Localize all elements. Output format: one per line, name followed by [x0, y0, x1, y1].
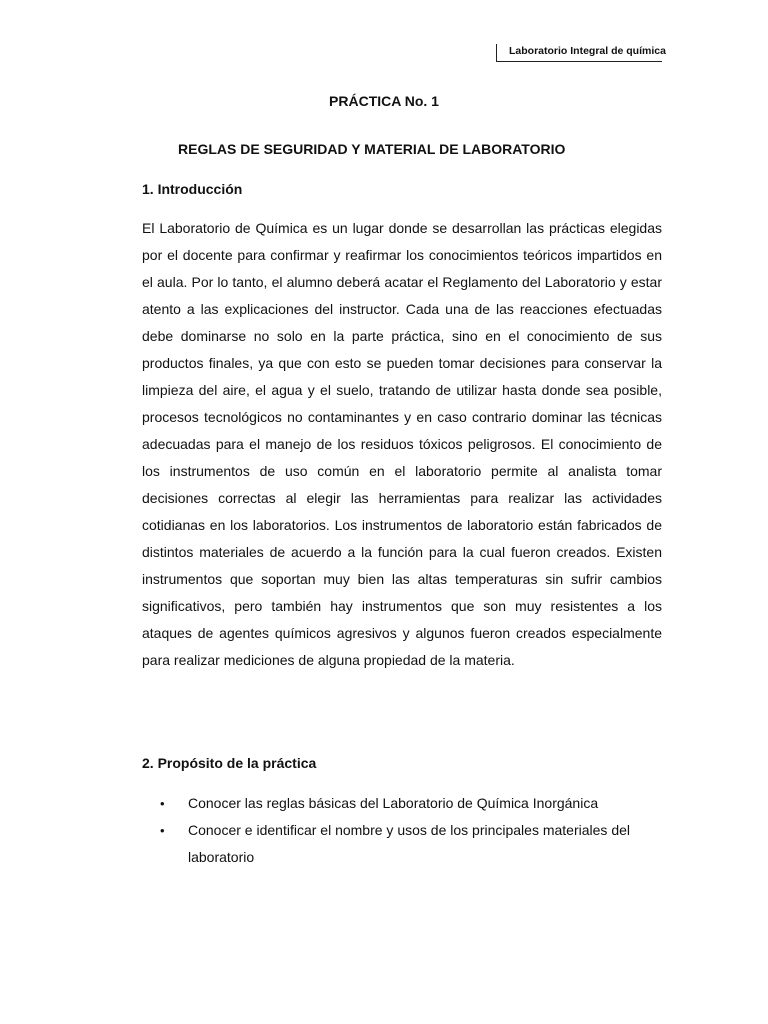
practice-number: PRÁCTICA No. 1 [329, 93, 439, 109]
document-title: REGLAS DE SEGURIDAD Y MATERIAL DE LABORATORIO [178, 141, 566, 157]
introduction-paragraph: El Laboratorio de Química es un lugar donde se desarrollan las prácticas elegidas por el docente para confirmar y reafirmar los conocimientos teóricos impartidos en el aula. Por lo tanto, el alumno deberá acatar el Reglamento del Laboratorio y estar atento a las explicaciones del instructor. Cada una de las reacciones efectuadas debe dominarse no solo en la parte práctica, sino en el conocimiento de sus productos finales, ya que con esto se pueden tomar decisiones para conservar la limpieza del aire, el agua y el suelo, tratando de utilizar hasta donde sea posible, procesos tecnológicos no contaminantes y en caso contrario dominar las técnicas adecuadas para el manejo de los residuos tóxicos peligrosos. El conocimiento de los instrumentos de uso común en el laboratorio permite al analista tomar decisiones correctas al elegir las herramientas para realizar las actividades cotidianas en los laboratorios. Los instrumentos de laboratorio están fabricados de distintos materiales de acuerdo a la función para la cual fueron creados. Existen instrumentos que soportan muy bien las altas temperaturas sin sufrir cambios significativos, pero también hay instrumentos que son muy resistentes a los ataques de agentes químicos agresivos y algunos fueron creados especialmente para realizar mediciones de alguna propiedad de la materia. [142, 220, 662, 668]
list-item [142, 790, 664, 817]
bullet-icon: • [160, 823, 165, 838]
bullet-icon: • [160, 796, 165, 811]
list-item-text: Conocer e identificar el nombre y usos de los principales materiales del laboratorio [188, 822, 630, 865]
section-heading-purpose: 2. Propósito de la práctica [142, 755, 317, 771]
purpose-list [142, 790, 664, 871]
section-heading-introduction: 1. Introducción [142, 181, 243, 197]
list-item-text: Conocer las reglas básicas del Laboratorio de Química Inorgánica [188, 795, 599, 811]
running-header: Laboratorio Integral de química [496, 44, 662, 62]
list-item [142, 817, 664, 871]
